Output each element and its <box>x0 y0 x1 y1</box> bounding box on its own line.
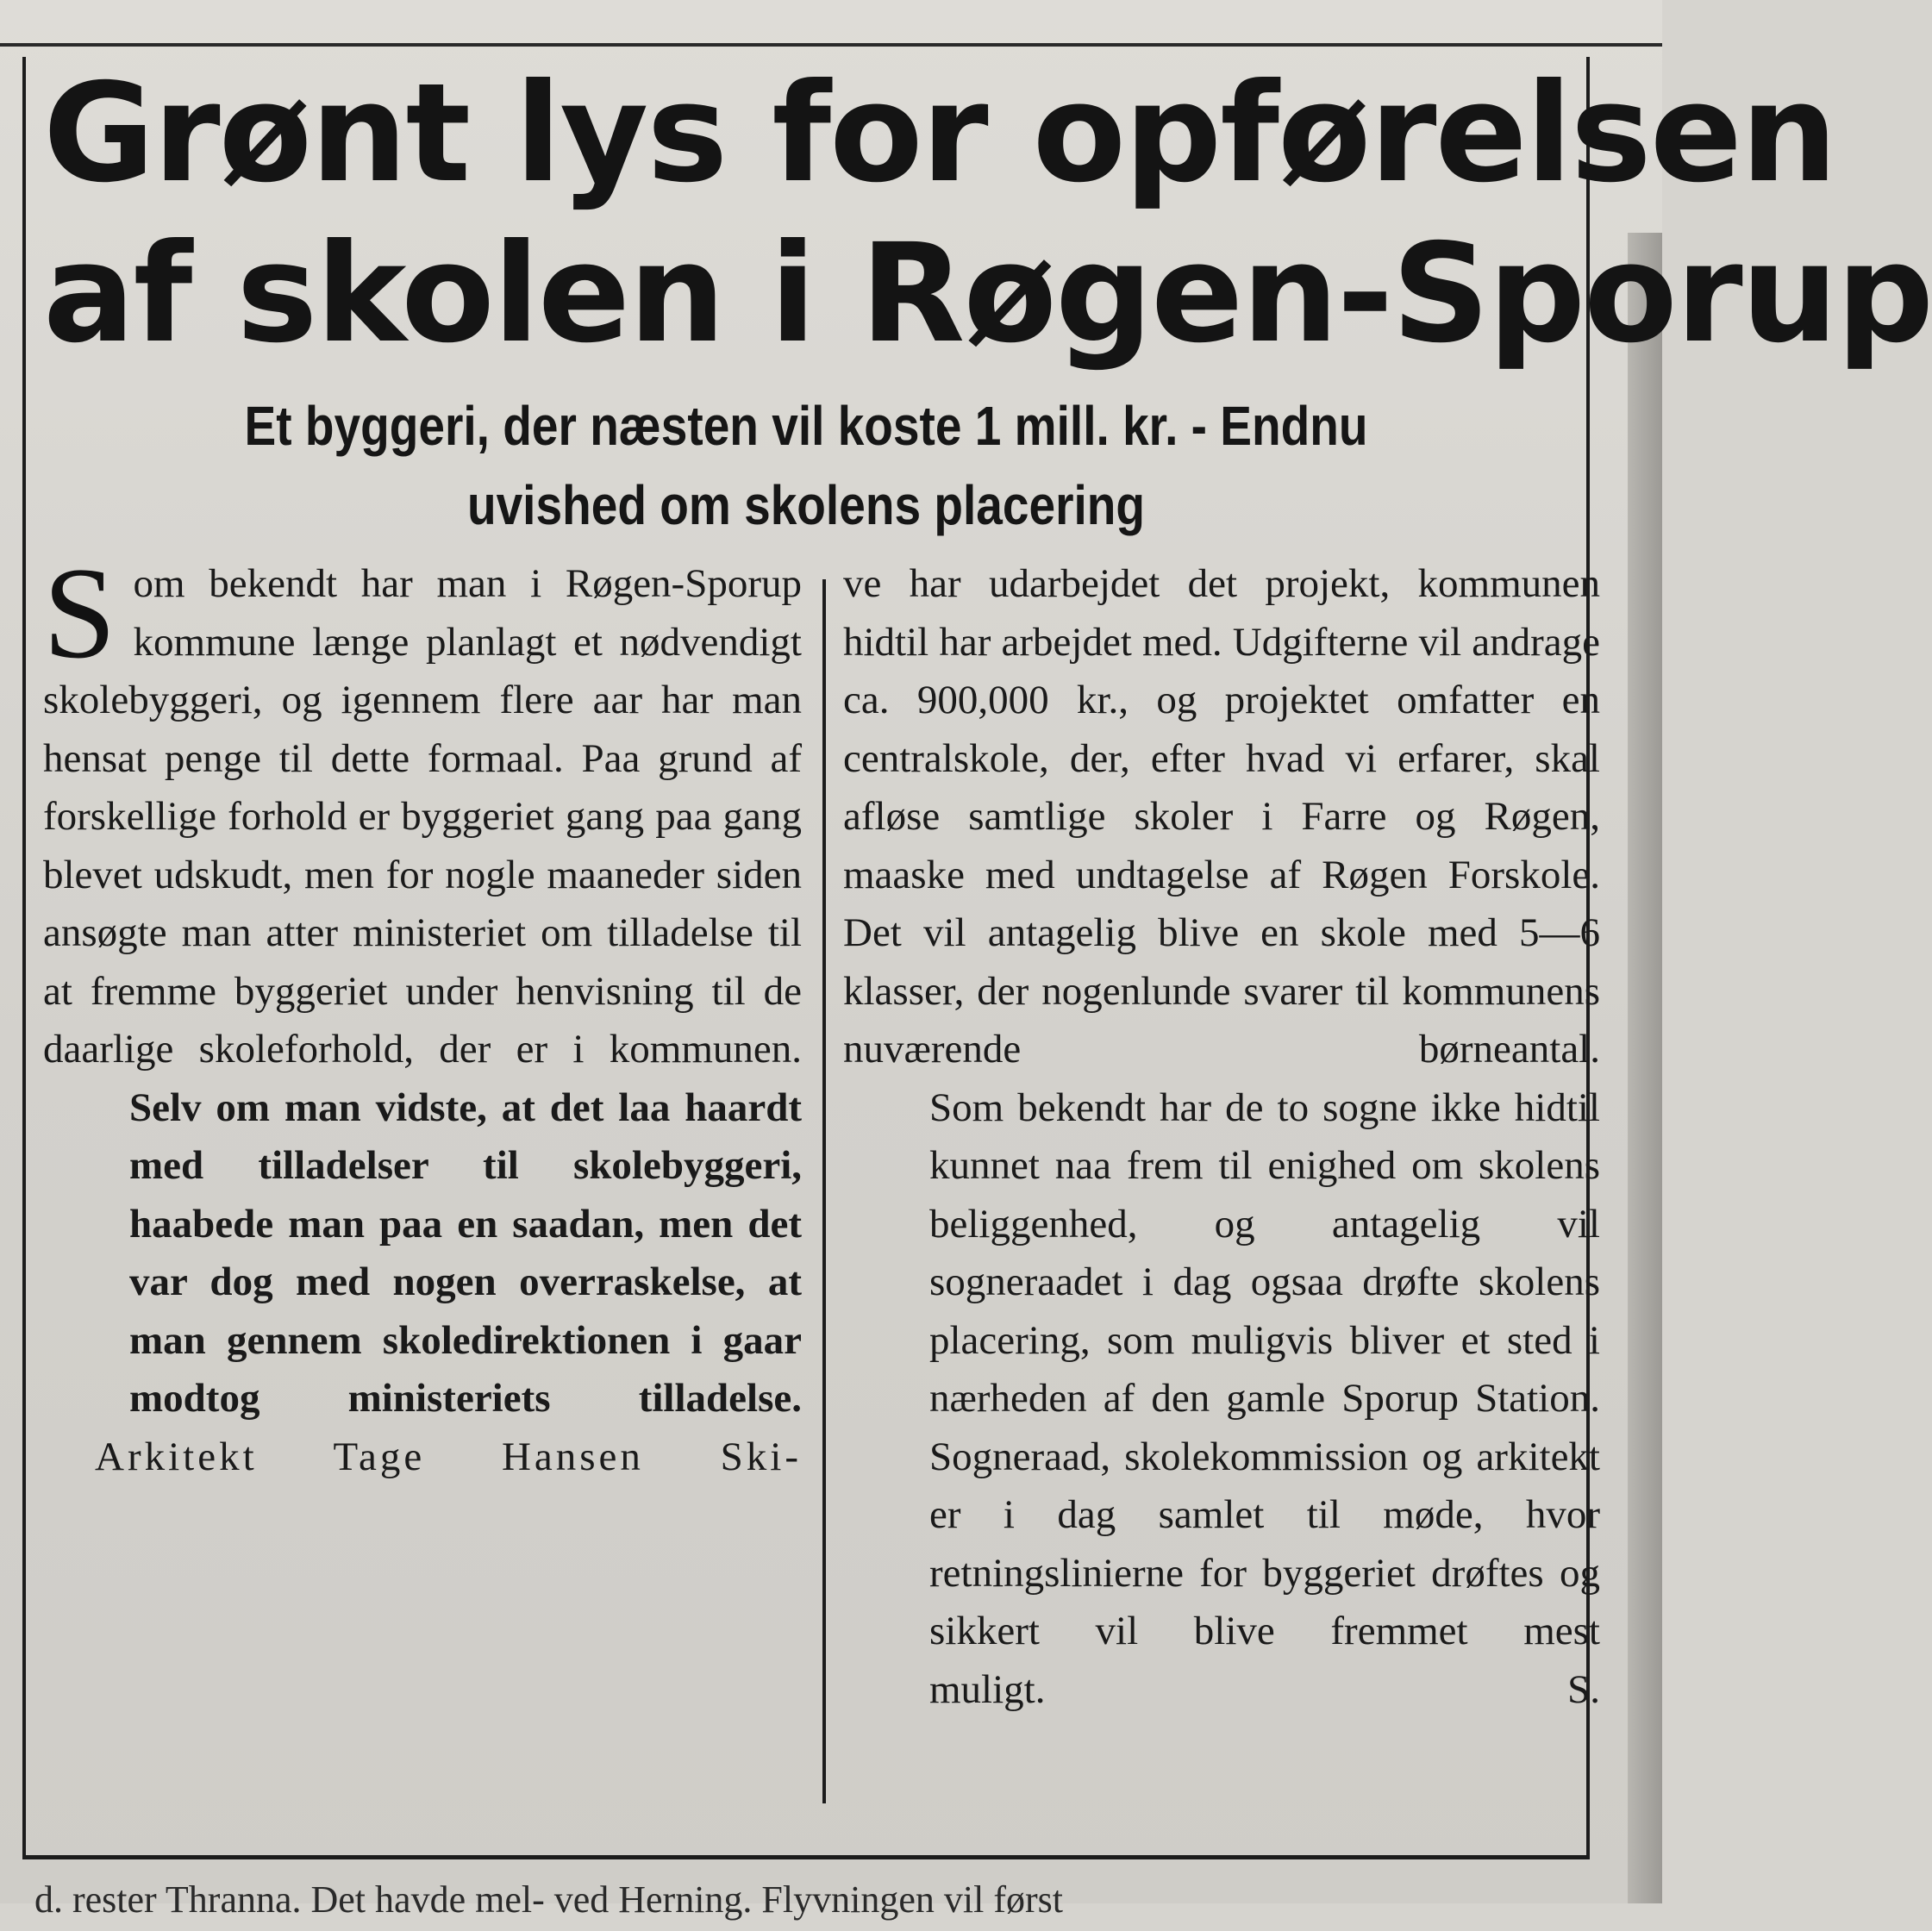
column-divider <box>822 579 826 1803</box>
adjacent-column-edge <box>1628 233 1662 1903</box>
next-article-fragment: d. rester Thranna. Det havde mel- ved Herning. Flyvningen vil først <box>34 1878 1063 1921</box>
intro-paragraph-text: om bekendt har man i Røgen-Sporup kommune længe planlagt et nødvendigt skolebyggeri, og igennem flere aar har man hensat penge til dette formaal. Paa grund af forskellige forhold er byggeriet gang paa gang blevet udskudt, men for nogle maaneder siden ansøgte man atter ministeriet om tilladelse til at fremme byggeriet under henvisning til de daarlige skoleforhold, der er i kommunen. <box>43 561 802 1072</box>
project-paragraph: ve har udarbejdet det projekt, kommunen hidtil har arbejdet med. Udgifterne vil andrage ca. 900,000 kr., og projektet omfatter en centralskole, der, efter hvad vi erfarer, skal afløse samtlige skoler i Farre og Røgen, maaske med undtagelse af Røgen Forskole. Det vil antagelig blive en skole med 5—6 klasser, der nogenlunde svarer til kommunens nuværende børneantal. <box>843 561 1600 1072</box>
subheadline-line-2: uvished om skolens placering <box>466 474 1146 536</box>
subheadline <box>142 386 1469 545</box>
subheadline-line-1: Et byggeri, der næsten vil koste 1 mill. kr. - Endnu <box>244 395 1368 457</box>
top-rule <box>0 43 1662 47</box>
architect-byline: Arkitekt Tage Hansen Ski- <box>95 1434 802 1479</box>
intro-paragraph <box>43 541 802 1079</box>
author-signoff: S. <box>1567 1666 1600 1712</box>
bold-paragraph: Selv om man vidste, at det laa haardt med tilladelser til skolebyggeri, haabede man paa en saadan, men det var dog med nogen overraskelse, at man gennem skoledirektionen i gaar modtog ministeriets tilladelse. <box>129 1084 802 1421</box>
closing-line <box>843 1661 1600 1720</box>
drop-cap: S <box>43 541 116 685</box>
location-paragraph <box>843 1079 1600 1661</box>
headline <box>43 53 1932 374</box>
right-column <box>843 555 1600 1719</box>
left-column <box>43 541 802 1486</box>
location-paragraph-text: Som bekendt har de to sogne ikke hidtil kunnet naa frem til enighed om skolens beliggenhed, og antagelig vil sogneraadet i dag ogsaa drøfte skolens placering, som muligvis bliver et sted i nærheden af den gamle Sporup Station. Sogneraad, skolekommission og arkitekt er i dag samlet til møde, hvor retningslinierne for byggeriet drøftes og sikkert vil blive fremmet mest <box>929 1084 1600 1653</box>
closing-word: muligt. <box>929 1666 1046 1712</box>
headline-line-1: Grønt lys for opførelsen <box>43 54 1836 213</box>
headline-line-2: af skolen i Røgen-Sporup <box>43 215 1932 373</box>
